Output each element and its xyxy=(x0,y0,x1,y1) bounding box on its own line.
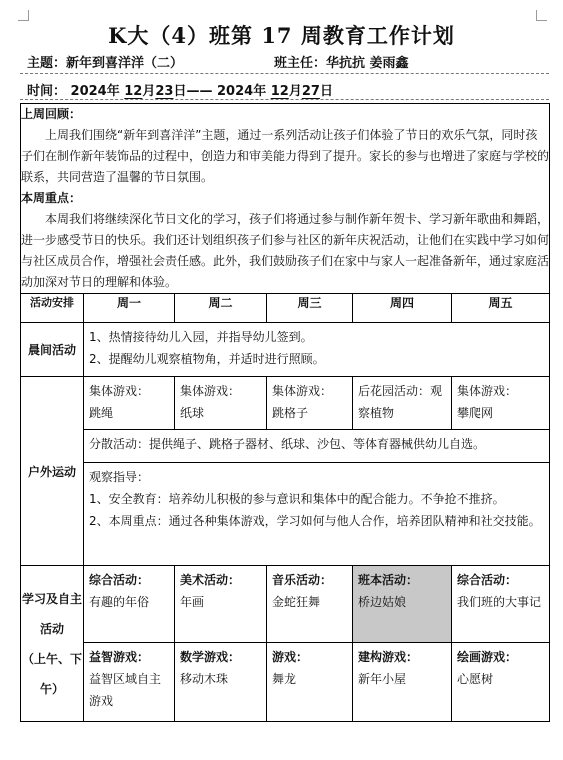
study-activity-type: 益智游戏： xyxy=(89,650,150,664)
teacher-label: 班主任： xyxy=(274,56,327,71)
time-month-suffix-start: 月 xyxy=(142,84,156,99)
morning-label: 晨间活动 xyxy=(21,323,84,377)
outdoor-free-activity: 分散活动：提供绳子、跳格子器材、纸球、沙包、等体育器械供幼儿自选。 xyxy=(84,430,550,463)
teacher-line xyxy=(274,52,409,71)
outdoor-game-mon xyxy=(84,377,175,430)
study-activity-type: 美术活动： xyxy=(180,573,241,587)
outdoor-game-type: 集体游戏： xyxy=(457,384,518,398)
study-activity-name: 我们班的大事记 xyxy=(457,595,542,609)
outdoor-free-row xyxy=(21,430,550,463)
study-activity-name: 益智区域自主游戏 xyxy=(89,672,162,708)
study-thu-pm xyxy=(353,643,452,722)
study-activity-type: 班本活动： xyxy=(358,573,419,587)
study-activity-type: 游戏： xyxy=(272,650,309,664)
study-tue-am xyxy=(175,566,267,643)
time-label: 时间： xyxy=(27,84,67,99)
time-day-suffix-end: 日 xyxy=(319,84,333,99)
day-header-thu: 周四 xyxy=(353,294,452,323)
study-activity-type: 综合活动： xyxy=(457,573,518,587)
time-day-end: 27 xyxy=(301,84,320,99)
outdoor-guidance xyxy=(84,463,550,566)
study-activity-type: 绘画游戏： xyxy=(457,650,518,664)
time-year-end: 2024年 xyxy=(217,84,267,99)
time-year-start: 2024年 xyxy=(70,84,120,99)
outdoor-game-name: 跳绳 xyxy=(89,406,114,420)
study-activity-type: 建构游戏： xyxy=(358,650,419,664)
study-label-line-2: 活动 xyxy=(39,621,64,636)
weekly-plan-table xyxy=(20,103,550,722)
study-mon-pm xyxy=(84,643,175,722)
outdoor-game-type: 集体游戏： xyxy=(180,384,241,398)
study-activity-name: 金蛇狂舞 xyxy=(272,595,321,609)
study-label xyxy=(21,566,84,722)
theme-label: 主题： xyxy=(27,56,67,71)
morning-item-1: 1、热情接待幼儿入园，并指导幼儿签到。 xyxy=(89,330,313,344)
study-activity-name: 年画 xyxy=(180,595,205,609)
morning-item-2: 2、提醒幼儿观察植物角，并适时进行照顾。 xyxy=(89,352,325,366)
day-header-fri: 周五 xyxy=(452,294,550,323)
study-activity-name: 心愿树 xyxy=(457,672,494,686)
guidance-item-1: 1、安全教育：培养幼儿积极的参与意识和集体中的配合能力。不争抢不推挤。 xyxy=(89,492,505,506)
time-month-start: 12 xyxy=(124,84,143,99)
day-header-tue: 周二 xyxy=(175,294,267,323)
document-title: K大（4）班第 17 周教育工作计划 xyxy=(108,23,455,48)
schedule-header-row xyxy=(21,294,550,323)
theme-line xyxy=(27,52,183,71)
study-row-1 xyxy=(21,566,550,643)
outdoor-games-row xyxy=(21,377,550,430)
outdoor-game-thu xyxy=(353,377,452,430)
summary-cell xyxy=(21,104,550,294)
morning-row xyxy=(21,323,550,377)
time-day-start: 23 xyxy=(155,84,174,99)
time-month-end: 12 xyxy=(270,84,289,99)
study-thu-am xyxy=(353,566,452,643)
guidance-item-2: 2、本周重点：通过各种集体游戏，学习如何与他人合作，培养团队精神和社交技能。 xyxy=(89,514,541,528)
study-label-line-4: 午） xyxy=(39,681,64,696)
outdoor-game-type: 集体游戏： xyxy=(272,384,333,398)
teacher-value: 华抗抗 姜雨鑫 xyxy=(326,56,409,71)
time-month-suffix-end: 月 xyxy=(288,84,302,99)
outdoor-game-tue xyxy=(175,377,267,430)
outdoor-game-name: 纸球 xyxy=(180,406,205,420)
outdoor-game-name: 跳格子 xyxy=(272,406,309,420)
outdoor-guide-row xyxy=(21,463,550,566)
study-wed-pm xyxy=(267,643,353,722)
header-divider xyxy=(20,73,549,74)
last-week-text: 上周我们围绕“新年到喜洋洋”主题，通过一系列活动让孩子们体验了节日的欢乐气氛，同时孩子们在制作新年装饰品的过程中，创造力和审美能力得到了提升。家长的参与也增进了家庭与学校的联系，共同营造了温馨的节日氛围。 xyxy=(21,128,550,184)
study-activity-name: 新年小屋 xyxy=(358,672,407,686)
outdoor-game-fri xyxy=(452,377,550,430)
study-mon-am xyxy=(84,566,175,643)
study-wed-am xyxy=(267,566,353,643)
study-activity-type: 综合活动： xyxy=(89,573,150,587)
day-header-wed: 周三 xyxy=(267,294,353,323)
study-fri-pm xyxy=(452,643,550,722)
study-activity-name: 有趣的年俗 xyxy=(89,595,150,609)
focus-text: 本周我们将继续深化节日文化的学习，孩子们将通过参与制作新年贺卡、学习新年歌曲和舞蹈，进一步感受节日的快乐。我们还计划组织孩子们参与社区的新年庆祝活动，让他们在实践中学习如何与社区成员合作，增强社会责任感。此外，我们鼓励孩子们在家中与家人一起准备新年，通过家庭活动加深对节日的理解和体验。 xyxy=(21,212,550,289)
guidance-title: 观察指导： xyxy=(89,470,150,484)
study-row-2 xyxy=(21,643,550,722)
theme-value: 新年到喜洋洋（二） xyxy=(66,56,184,71)
study-activity-type: 音乐活动： xyxy=(272,573,333,587)
time-line xyxy=(27,80,333,99)
outdoor-game-type: 集体游戏： xyxy=(89,384,150,398)
time-divider xyxy=(20,99,549,100)
day-header-mon: 周一 xyxy=(84,294,175,323)
focus-heading: 本周重点： xyxy=(21,191,82,205)
study-tue-pm xyxy=(175,643,267,722)
outdoor-game-name: 攀爬网 xyxy=(457,406,494,420)
activity-arrangement-header: 活动安排 xyxy=(21,294,84,323)
study-activity-type: 数学游戏： xyxy=(180,650,241,664)
outdoor-game-name: 察植物 xyxy=(358,406,395,420)
study-activity-name: 移动木珠 xyxy=(180,672,229,686)
morning-content xyxy=(84,323,550,377)
outdoor-game-type: 后花园活动：观 xyxy=(358,384,443,398)
study-activity-name: 桥边姑娘 xyxy=(358,595,407,609)
outdoor-label: 户外运动 xyxy=(21,377,84,566)
study-label-line-1: 学习及自主 xyxy=(21,591,82,606)
last-week-heading: 上周回顾： xyxy=(21,107,82,121)
study-fri-am xyxy=(452,566,550,643)
study-activity-name: 舞龙 xyxy=(272,672,297,686)
outdoor-game-wed xyxy=(267,377,353,430)
time-dash: 日—— xyxy=(173,84,213,99)
study-label-line-3: （上午、下 xyxy=(21,651,82,666)
